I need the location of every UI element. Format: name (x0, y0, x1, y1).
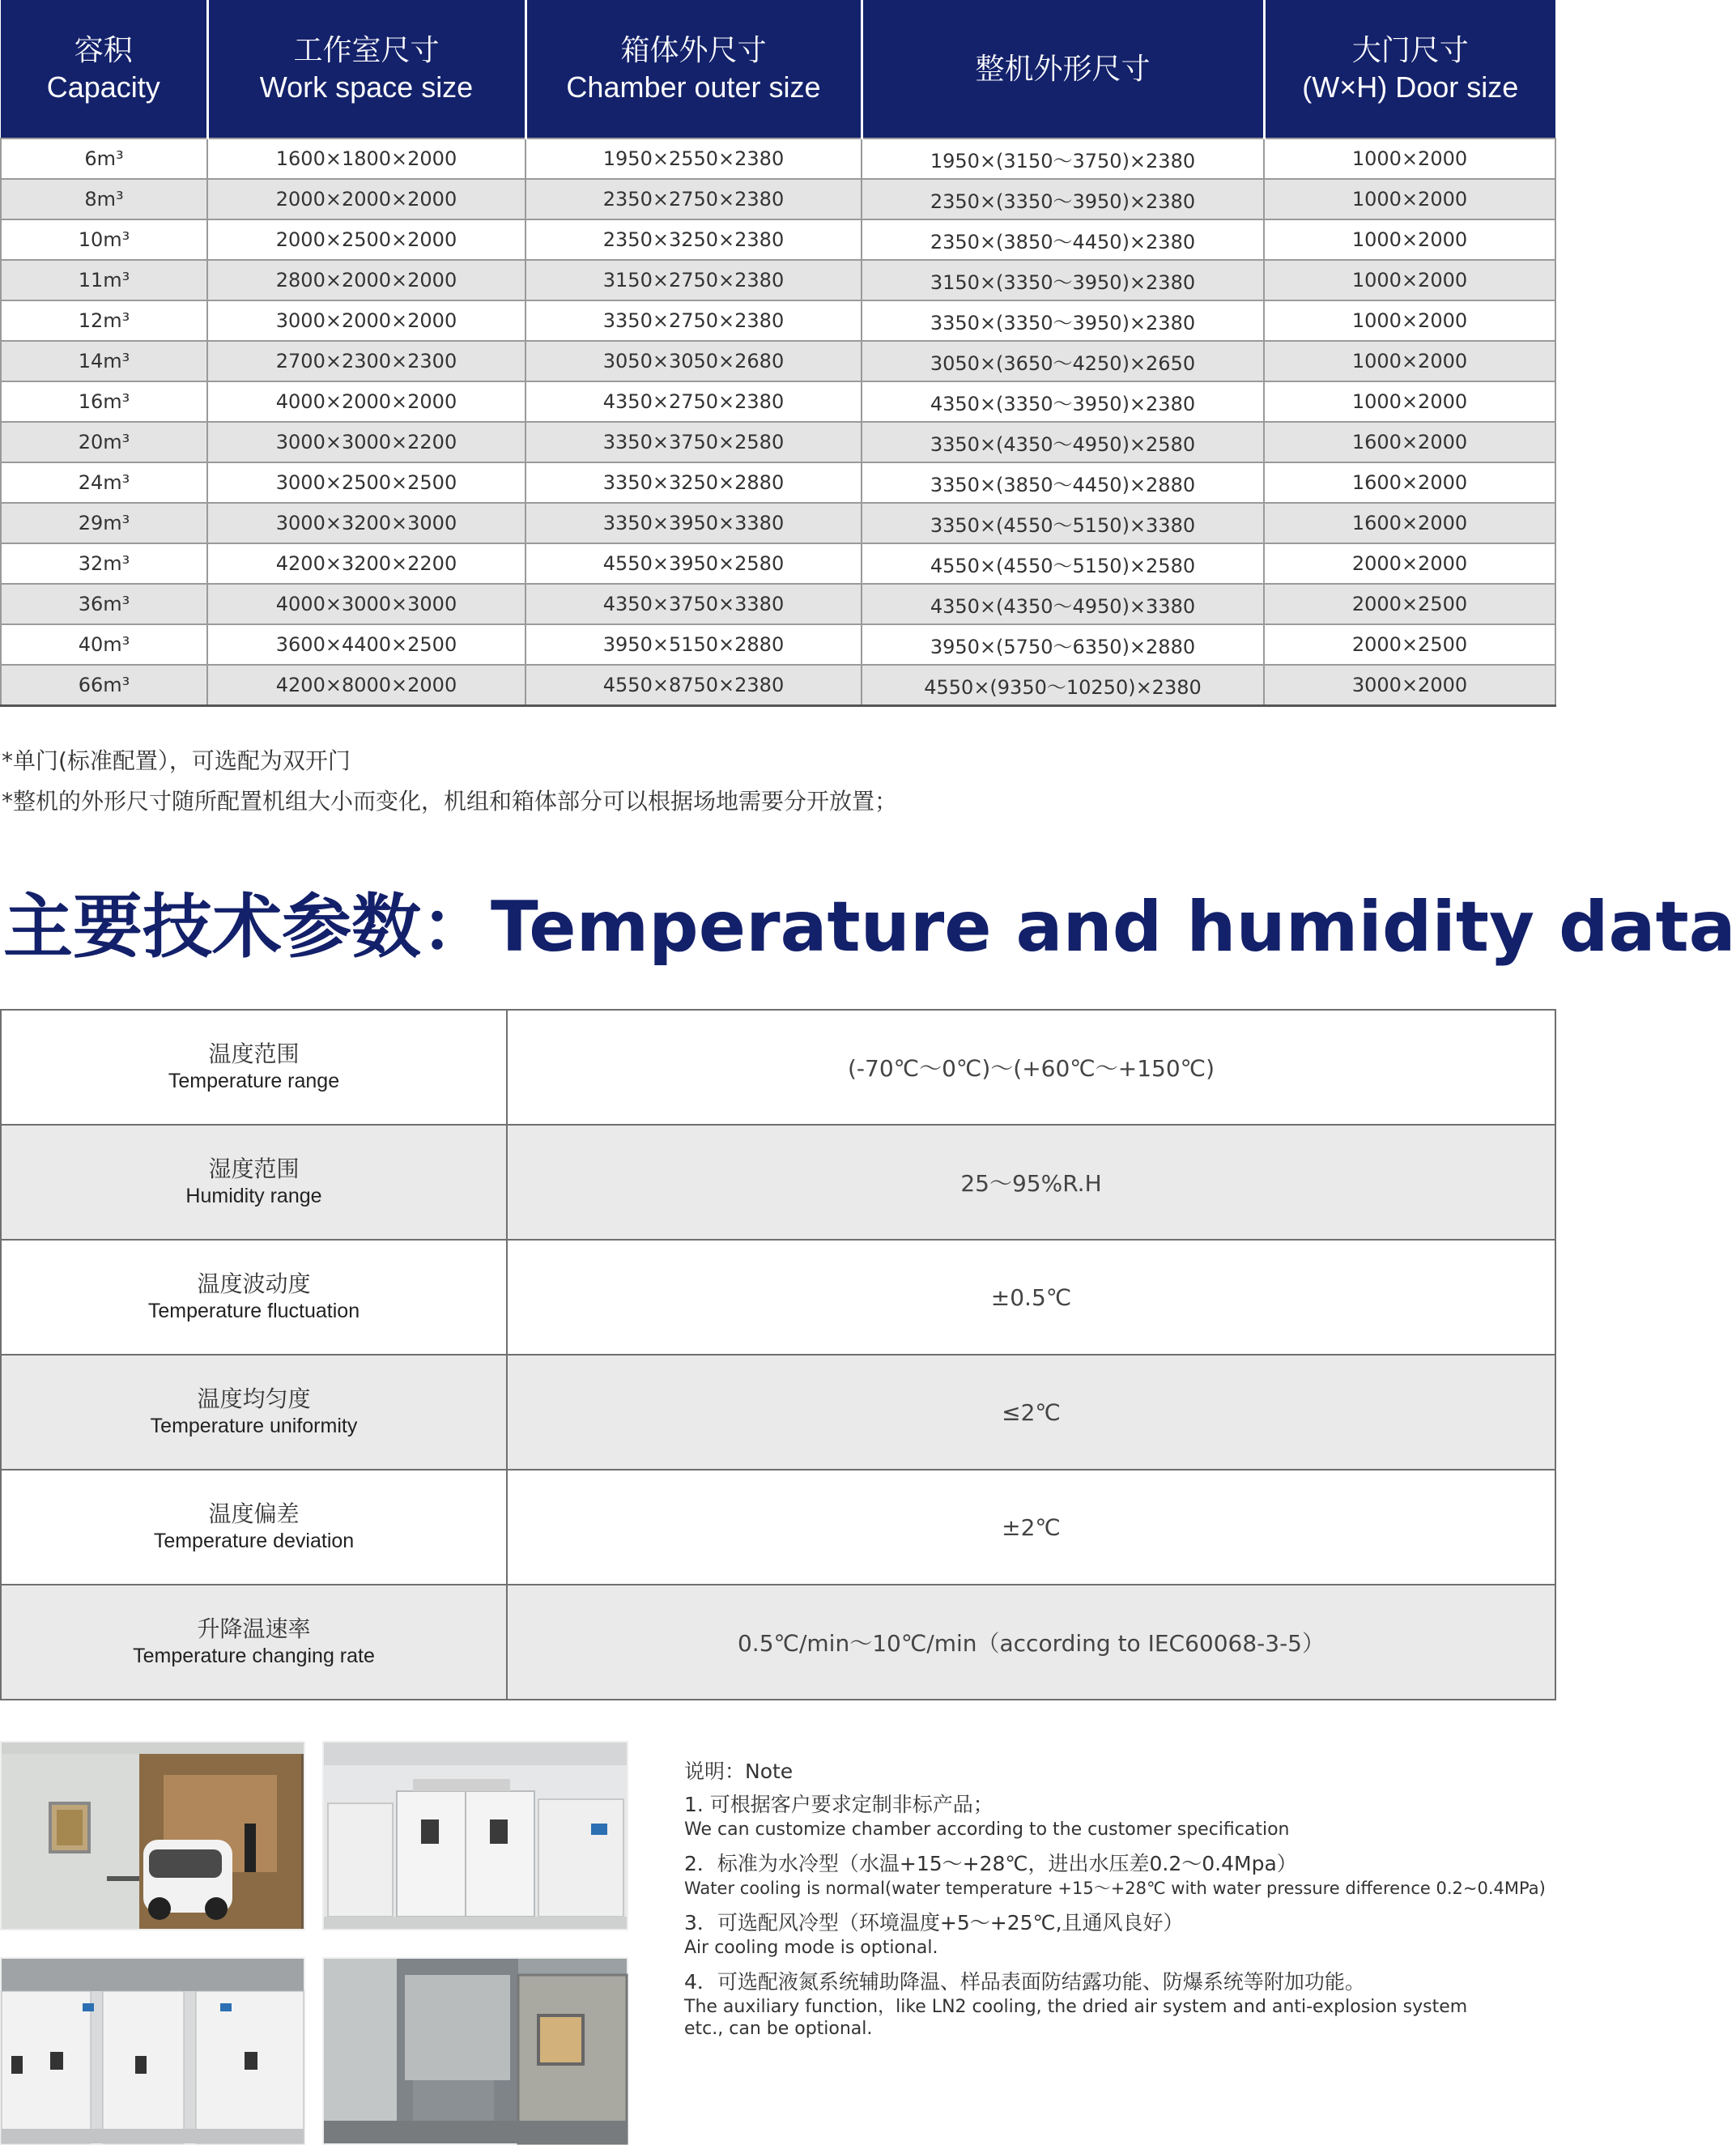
overall-size-cell: 3350×(3350～3950)×2380 (862, 300, 1264, 341)
table-row (1, 219, 1555, 260)
door-size-cell: 1600×2000 (1264, 462, 1555, 503)
overall-size-cell: 4350×(3350～3950)×2380 (862, 381, 1264, 422)
capacity-cell: 8m³ (1, 179, 207, 219)
work-space-cell: 3000×2000×2000 (207, 300, 525, 341)
work-space-cell: 3600×4400×2500 (207, 624, 525, 665)
door-size-cell: 2000×2500 (1264, 624, 1555, 665)
overall-size-cell: 4550×(9350～10250)×2380 (862, 665, 1264, 706)
size-table (0, 0, 1556, 707)
table-row (1, 584, 1555, 624)
door-size-cell: 1600×2000 (1264, 422, 1555, 462)
table-row (1, 462, 1555, 503)
header-capacity: 容积 Capacity (1, 0, 207, 138)
chamber-outer-cell: 3350×3750×2580 (525, 422, 862, 462)
table-row (1, 422, 1555, 462)
spec-row (1, 1470, 1555, 1585)
table-row (1, 179, 1555, 219)
overall-size-cell: 3350×(3850～4450)×2880 (862, 462, 1264, 503)
size-table-header (1, 0, 1555, 138)
header-work-space: 工作室尺寸 Work space size (207, 0, 525, 138)
chamber-outer-cell: 1950×2550×2380 (525, 138, 862, 179)
work-space-cell: 2000×2500×2000 (207, 219, 525, 260)
table-row (1, 624, 1555, 665)
note-item (684, 1850, 1551, 1900)
note-4-en: The auxiliary function，like LN2 cooling, the dried air system and anti-explosion system etc., can be optional. (684, 1997, 1468, 2039)
work-space-cell: 4200×3200×2200 (207, 543, 525, 584)
overall-size-cell: 2350×(3350～3950)×2380 (862, 179, 1264, 219)
spec-label-zh: 湿度范围 (208, 1155, 300, 1182)
capacity-cell: 14m³ (1, 341, 207, 381)
overall-size-cell: 4350×(4350～4950)×3380 (862, 584, 1264, 624)
photo-double-door-chambers (322, 1741, 628, 1930)
spec-label (1, 1355, 507, 1470)
spec-label-en: Temperature fluctuation (147, 1300, 360, 1322)
overall-size-cell: 3150×(3350～3950)×2380 (862, 260, 1264, 300)
work-space-cell: 2700×2300×2300 (207, 341, 525, 381)
overall-size-cell: 2350×(3850～4450)×2380 (862, 219, 1264, 260)
table-row (1, 543, 1555, 584)
spec-row (1, 1240, 1555, 1355)
spec-value: (-70℃～0℃)～(+60℃～+150℃) (507, 1010, 1555, 1125)
chamber-outer-cell: 4350×2750×2380 (525, 381, 862, 422)
note-2-zh: 2．标准为水冷型（水温+15～+28℃，进出水压差0.2～0.4Mpa） (684, 1852, 1297, 1875)
chamber-outer-cell: 2350×2750×2380 (525, 179, 862, 219)
door-size-cell: 1000×2000 (1264, 219, 1555, 260)
header-overall-size: 整机外形尺寸 (862, 0, 1264, 138)
spec-label-zh: 温度均匀度 (197, 1385, 311, 1412)
door-size-cell: 1000×2000 (1264, 138, 1555, 179)
spec-label-zh: 升降温速率 (197, 1615, 311, 1642)
spec-label (1, 1470, 507, 1585)
spec-row (1, 1010, 1555, 1125)
table-row (1, 260, 1555, 300)
header-chamber-outer: 箱体外尺寸 Chamber outer size (525, 0, 862, 138)
section-title: 主要技术参数：Temperature and humidity data (3, 887, 1736, 968)
note-2-en: Water cooling is normal(water temperature +15～+28℃ with water pressure difference 0.2~0.4MPa) (684, 1879, 1546, 1898)
capacity-cell: 29m³ (1, 503, 207, 543)
chamber-outer-cell: 3350×2750×2380 (525, 300, 862, 341)
note-1-en: We can customize chamber according to the customer specification (684, 1819, 1290, 1840)
footnote-door: *单门(标准配置），可选配为双开门 (2, 747, 351, 774)
note-3-zh: 3．可选配风冷型（环境温度+5～+25℃,且通风良好） (684, 1911, 1184, 1934)
capacity-cell: 16m³ (1, 381, 207, 422)
table-row (1, 665, 1555, 706)
door-size-cell: 2000×2000 (1264, 543, 1555, 584)
spec-label-en: Temperature range (168, 1070, 340, 1092)
capacity-cell: 40m³ (1, 624, 207, 665)
table-row (1, 381, 1555, 422)
overall-size-cell: 3950×(5750～6350)×2880 (862, 624, 1264, 665)
spec-value: 0.5℃/min～10℃/min（according to IEC60068-3-5） (507, 1585, 1555, 1700)
work-space-cell: 1600×1800×2000 (207, 138, 525, 179)
chamber-outer-cell: 3350×3250×2880 (525, 462, 862, 503)
capacity-cell: 11m³ (1, 260, 207, 300)
work-space-cell: 2000×2000×2000 (207, 179, 525, 219)
spec-value: ±2℃ (507, 1470, 1555, 1585)
spec-row (1, 1355, 1555, 1470)
chamber-outer-cell: 3050×3050×2680 (525, 341, 862, 381)
chamber-outer-cell: 2350×3250×2380 (525, 219, 862, 260)
spec-row (1, 1125, 1555, 1240)
door-size-cell: 1000×2000 (1264, 300, 1555, 341)
table-row (1, 138, 1555, 179)
spec-value: ±0.5℃ (507, 1240, 1555, 1355)
overall-size-cell: 3350×(4350～4950)×2580 (862, 422, 1264, 462)
capacity-cell: 66m³ (1, 665, 207, 706)
table-row (1, 341, 1555, 381)
note-item (684, 1968, 1551, 2040)
spec-label-zh: 温度波动度 (197, 1270, 311, 1297)
photo-open-chamber-interior (322, 1957, 628, 2145)
spec-label (1, 1125, 507, 1240)
door-size-cell: 1000×2000 (1264, 260, 1555, 300)
chamber-outer-cell: 3950×5150×2880 (525, 624, 862, 665)
spec-table (0, 1009, 1556, 1700)
chamber-outer-cell: 4350×3750×3380 (525, 584, 862, 624)
spec-row (1, 1585, 1555, 1700)
spec-label (1, 1240, 507, 1355)
overall-size-cell: 1950×(3150～3750)×2380 (862, 138, 1264, 179)
door-size-cell: 2000×2500 (1264, 584, 1555, 624)
spec-label-en: Temperature uniformity (150, 1415, 358, 1437)
notes-title: 说明：Note (684, 1760, 794, 1783)
chamber-outer-cell: 3150×2750×2380 (525, 260, 862, 300)
note-item (684, 1909, 1551, 1959)
note-4-zh: 4．可选配液氮系统辅助降温、样品表面防结露功能、防爆系统等附加功能。 (684, 1970, 1365, 1994)
capacity-cell: 36m³ (1, 584, 207, 624)
work-space-cell: 4000×3000×3000 (207, 584, 525, 624)
overall-size-cell: 4550×(4550～5150)×2580 (862, 543, 1264, 584)
chamber-outer-cell: 3350×3950×3380 (525, 503, 862, 543)
spec-label-zh: 温度范围 (208, 1041, 300, 1067)
work-space-cell: 3000×3200×3000 (207, 503, 525, 543)
door-size-cell: 1000×2000 (1264, 179, 1555, 219)
note-item (684, 1791, 1551, 1841)
work-space-cell: 3000×2500×2500 (207, 462, 525, 503)
note-1-zh: 1. 可根据客户要求定制非标产品； (684, 1793, 994, 1816)
overall-size-cell: 3350×(4550～5150)×3380 (862, 503, 1264, 543)
capacity-cell: 32m³ (1, 543, 207, 584)
door-size-cell: 1000×2000 (1264, 341, 1555, 381)
header-door-size: 大门尺寸 (W×H) Door size (1264, 0, 1555, 138)
capacity-cell: 20m³ (1, 422, 207, 462)
spec-label (1, 1585, 507, 1700)
spec-label-en: Temperature deviation (153, 1530, 355, 1552)
photo-walk-in-chamber-car (0, 1741, 305, 1930)
door-size-cell: 1000×2000 (1264, 381, 1555, 422)
capacity-cell: 10m³ (1, 219, 207, 260)
chamber-outer-cell: 4550×3950×2580 (525, 543, 862, 584)
spec-label-en: Temperature changing rate (133, 1645, 375, 1667)
work-space-cell: 4200×8000×2000 (207, 665, 525, 706)
spec-label-en: Humidity range (185, 1185, 322, 1207)
overall-size-cell: 3050×(3650～4250)×2650 (862, 341, 1264, 381)
door-size-cell: 3000×2000 (1264, 665, 1555, 706)
notes-panel (684, 1757, 1551, 2049)
spec-label-zh: 温度偏差 (208, 1500, 300, 1527)
photo-chamber-row (0, 1957, 305, 2145)
spec-label (1, 1010, 507, 1125)
capacity-cell: 6m³ (1, 138, 207, 179)
chamber-outer-cell: 4550×8750×2380 (525, 665, 862, 706)
door-size-cell: 1600×2000 (1264, 503, 1555, 543)
work-space-cell: 2800×2000×2000 (207, 260, 525, 300)
table-row (1, 503, 1555, 543)
work-space-cell: 4000×2000×2000 (207, 381, 525, 422)
spec-value: ≤2℃ (507, 1355, 1555, 1470)
table-row (1, 300, 1555, 341)
footnote-dimensions: *整机的外形尺寸随所配置机组大小而变化，机组和箱体部分可以根据场地需要分开放置； (2, 788, 898, 815)
spec-value: 25～95%R.H (507, 1125, 1555, 1240)
capacity-cell: 24m³ (1, 462, 207, 503)
note-3-en: Air cooling mode is optional. (684, 1938, 938, 1958)
capacity-cell: 12m³ (1, 300, 207, 341)
footnotes (2, 741, 897, 822)
work-space-cell: 3000×3000×2200 (207, 422, 525, 462)
